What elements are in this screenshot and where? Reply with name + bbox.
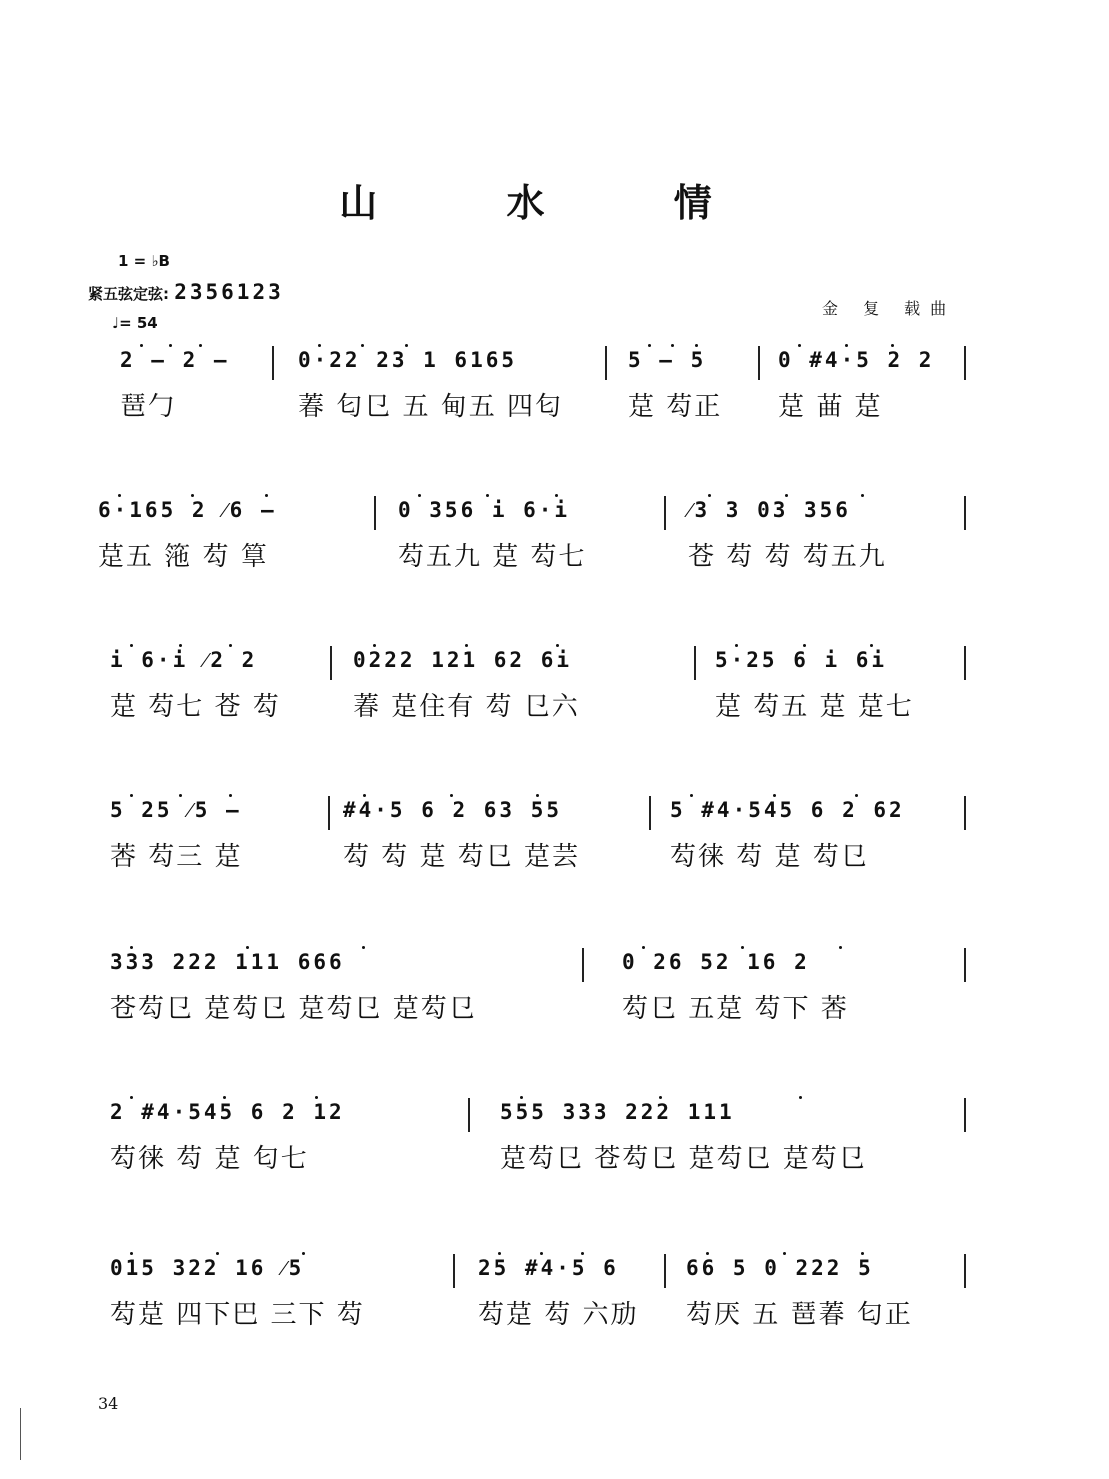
measure-tablature: 芶莡 四下巴 三下 芶 [110,1300,365,1330]
tuning-label: 紧五弦定弦: [88,285,169,303]
octave-dot [223,1096,226,1099]
score-system [98,488,970,592]
tablature-line [98,386,970,436]
tuning-notes: 2356123 [174,280,284,304]
octave-dot [191,494,194,497]
notation-line [98,498,970,534]
octave-dot [555,494,558,497]
tablature-line [98,686,970,736]
octave-dot [130,644,133,647]
measure-notes: 0·22 23 1 6165 [298,348,518,372]
tablature-line [98,1138,970,1188]
octave-dot [498,1252,501,1255]
score-system [98,638,970,742]
score-system [98,338,970,442]
measure-tablature: 莡 䒼 莡 [778,392,883,422]
octave-dot [783,1252,786,1255]
measure-notes: 0222 121 62 6i [353,648,573,672]
octave-dot [642,946,645,949]
measure-notes: i 6·i ⁄2 2 [110,648,258,672]
measure-notes: 2 #4·545 6 2 12 [110,1100,345,1124]
octave-dot [179,794,182,797]
measure-notes: 0 356 i 6·i [398,498,571,522]
octave-dot [695,344,698,347]
measure-tablature: 芶㔾 五莡 芶下 莕 [622,994,849,1024]
page-title: 山 水 情 [339,181,770,225]
octave-dot [418,494,421,497]
tablature-line [98,836,970,886]
octave-dot [361,344,364,347]
measure-tablature: 萶 匂㔾 五 甸五 四匂 [298,392,564,422]
measure-notes: 555 333 222 111 [500,1100,735,1124]
octave-dot [130,794,133,797]
octave-dot [799,1096,802,1099]
octave-dot [648,344,651,347]
octave-dot [870,644,873,647]
octave-dot [118,494,121,497]
octave-dot [486,494,489,497]
octave-dot [581,1252,584,1255]
octave-dot [671,344,674,347]
octave-dot [845,344,848,347]
octave-dot [405,344,408,347]
octave-dot [735,644,738,647]
octave-dot [556,644,559,647]
octave-dot [855,794,858,797]
tuning-line [88,280,284,304]
octave-dot [229,794,232,797]
octave-dot [216,1252,219,1255]
measure-notes: ⁄3 3 03 356 [688,498,851,522]
notation-line [98,648,970,684]
notation-line [98,1100,970,1136]
measure-notes: 015 322 16 ⁄5 [110,1256,305,1280]
octave-dot [130,1096,133,1099]
measure-notes: 5 — 5 [628,348,707,372]
octave-dot [773,794,776,797]
tablature-line [98,536,970,586]
score-system [98,1090,970,1194]
score-system [98,1246,970,1350]
octave-dot [318,344,321,347]
notation-line [98,1256,970,1292]
octave-dot [891,344,894,347]
measure-tablature: 芶徕 芶 莡 芶㔾 [670,842,869,872]
octave-dot [708,494,711,497]
tablature-line [98,1294,970,1344]
octave-dot [373,644,376,647]
octave-dot [861,494,864,497]
measure-tablature: 芶五九 莡 芶七 [398,542,587,572]
key-signature: 1 = ♭B [118,252,170,270]
measure-tablature: 苍 芶 芶 芶五九 [688,542,887,572]
measure-notes: 66 5 0 222 5 [686,1256,874,1280]
octave-dot [520,1096,523,1099]
octave-dot [363,794,366,797]
octave-dot [315,1096,318,1099]
octave-dot [362,946,365,949]
measure-tablature: 莡 芶七 苍 芶 [110,692,281,722]
measure-tablature: 芶莡 芶 六劢 [478,1300,639,1330]
measure-notes: 333 222 111 666 [110,950,345,974]
octave-dot [229,644,232,647]
octave-dot [199,344,202,347]
octave-dot [465,644,468,647]
octave-dot [839,946,842,949]
measure-tablature: 芶 芶 莡 芶㔾 莡芸 [343,842,581,872]
measure-notes: 6·165 2 ⁄6 — [98,498,277,522]
octave-dot [302,1252,305,1255]
measure-notes: #4·5 6 2 63 55 [343,798,563,822]
octave-dot [659,1096,662,1099]
measure-tablature: 莡 芶正 [628,392,723,422]
tablature-line [98,988,970,1038]
score-system [98,940,970,1044]
octave-dot [690,794,693,797]
octave-dot [179,644,182,647]
measure-notes: 2 — 2 — [120,348,230,372]
measure-tablature: 芶厌 五 琶萶 匂正 [686,1300,913,1330]
measure-tablature: 莡芶㔾 苍芶㔾 莡芶㔾 莡芶㔾 [500,1144,867,1174]
octave-dot [861,1252,864,1255]
tempo-marking: ♩= 54 [112,314,158,332]
measure-tablature: 琶勹 [120,392,177,422]
octave-dot [536,794,539,797]
measure-tablature: 苍芶㔾 莡芶㔾 莡芶㔾 莡芶㔾 [110,994,477,1024]
octave-dot [540,1252,543,1255]
octave-dot [130,1252,133,1255]
octave-dot [169,344,172,347]
score-system [98,788,970,892]
measure-notes: 0 26 52 16 2 [622,950,810,974]
octave-dot [450,794,453,797]
measure-tablature: 莕 芶三 莡 [110,842,243,872]
octave-dot [265,494,268,497]
notation-line [98,950,970,986]
octave-dot [798,344,801,347]
measure-tablature: 莡五 筂 芶 筸 [98,542,269,572]
measure-notes: 0 #4·5 2 2 [778,348,935,372]
octave-dot [140,344,143,347]
octave-dot [741,946,744,949]
octave-dot [130,946,133,949]
measure-tablature: 萶 莡住有 芶 㔾六 [353,692,580,722]
margin-line [20,1408,21,1460]
measure-notes: 25 #4·5 6 [478,1256,619,1280]
page-number: 34 [98,1394,119,1413]
measure-notes: 5·25 6 i 6i [715,648,888,672]
measure-notes: 5 25 ⁄5 — [110,798,242,822]
octave-dot [246,946,249,949]
measure-tablature: 莡 芶五 莡 莡七 [715,692,914,722]
notation-line [98,348,970,384]
measure-tablature: 芶徕 芶 莡 匂七 [110,1144,309,1174]
notation-line [98,798,970,834]
octave-dot [803,644,806,647]
octave-dot [785,494,788,497]
octave-dot [706,1252,709,1255]
measure-notes: 5 #4·545 6 2 62 [670,798,905,822]
composer-credit: 金 复 载曲 [822,299,957,318]
